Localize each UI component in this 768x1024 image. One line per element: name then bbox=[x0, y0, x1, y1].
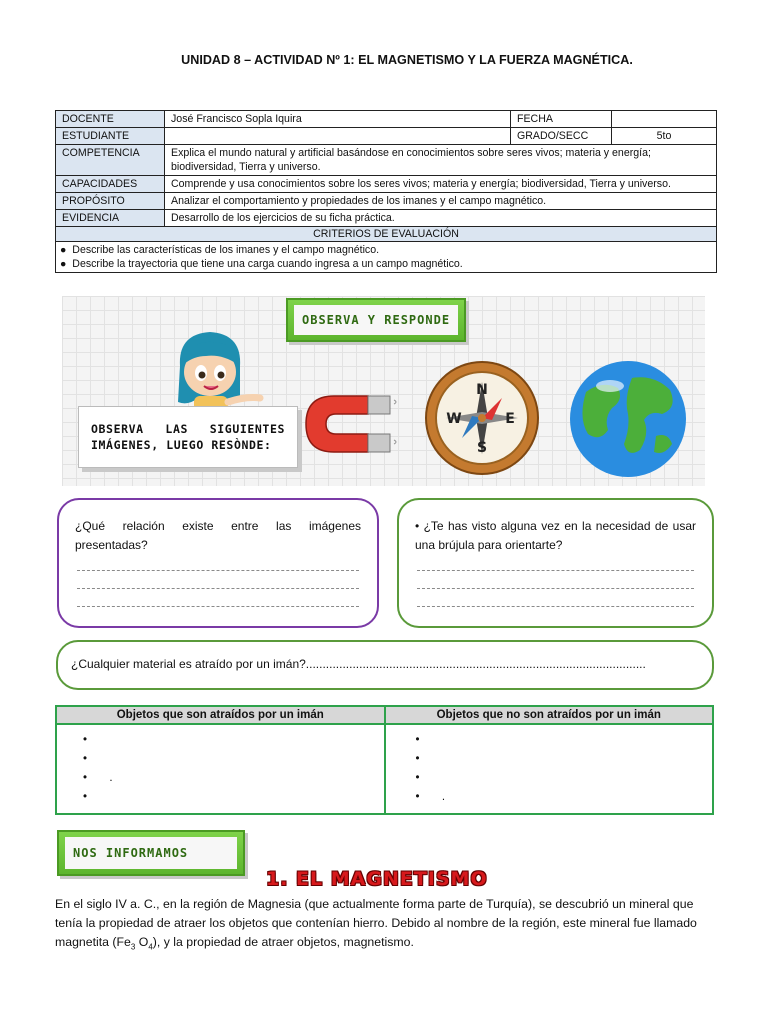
col-attracted-cell[interactable] bbox=[56, 724, 385, 814]
nos-informamos-label: NOS INFORMAMOS bbox=[73, 846, 189, 860]
compass-n: N bbox=[476, 382, 488, 398]
intro-paragraph: En el siglo IV a. C., en la región de Magnesia (que actualmente forma parte de Turquía), se descubrió un mineral que tenía la propiedad de atraer los objetos que contenían hierro. Debido al nombre de la región, este mineral fue llamado magnetita ($Fe_3$ $O_4$), y la propiedad de atraer objetos, magnetismo. bbox=[55, 897, 697, 952]
capacidades-label: CAPACIDADES bbox=[56, 176, 165, 193]
list-item: • bbox=[415, 753, 420, 765]
list-item: • bbox=[415, 772, 420, 784]
question-box-material bbox=[56, 640, 714, 690]
section-title: 1. EL MAGNETISMO bbox=[266, 868, 488, 890]
info-table bbox=[55, 110, 717, 273]
col-not-attracted-header: Objetos que no son atraídos por un imán bbox=[385, 706, 714, 724]
grado-value: 5to bbox=[612, 128, 717, 145]
observa-banner bbox=[62, 296, 705, 486]
criterios-list bbox=[56, 242, 717, 273]
evidencia-value: Desarrollo de los ejercicios de su ficha práctica. bbox=[165, 210, 717, 227]
estudiante-value[interactable] bbox=[165, 128, 511, 145]
criterio-item: ● Describe la trayectoria que tiene una carga cuando ingresa a un campo magnético. bbox=[60, 258, 463, 270]
page-title: UNIDAD 8 – ACTIVIDAD Nº 1: EL MAGNETISMO Y LA FUERZA MAGNÉTICA. bbox=[181, 53, 633, 67]
question-relacion: ¿Qué relación existe entre las imágenes presentadas? bbox=[75, 519, 361, 552]
answer-line[interactable] bbox=[417, 570, 694, 571]
question-material: ¿Cualquier material es atraído por un imán?...................................................................................................... bbox=[71, 657, 646, 671]
objects-table bbox=[55, 705, 714, 815]
proposito-label: PROPÓSITO bbox=[56, 193, 165, 210]
magnet-icon bbox=[298, 384, 398, 464]
grado-label: GRADO/SECC bbox=[511, 128, 612, 145]
speech-box bbox=[78, 406, 298, 468]
estudiante-label: ESTUDIANTE bbox=[56, 128, 165, 145]
girl-illustration bbox=[160, 326, 270, 416]
answer-line[interactable] bbox=[77, 570, 359, 571]
question-box-brujula bbox=[397, 498, 714, 628]
proposito-value: Analizar el comportamiento y propiedades de los imanes y el campo magnético. bbox=[165, 193, 717, 210]
list-item: • bbox=[415, 734, 420, 746]
docente-label: DOCENTE bbox=[56, 111, 165, 128]
col-attracted-header: Objetos que son atraídos por un imán bbox=[56, 706, 385, 724]
fecha-value[interactable] bbox=[612, 111, 717, 128]
answer-line[interactable] bbox=[77, 606, 359, 607]
compass-w: W bbox=[446, 411, 462, 427]
nos-informamos-tab bbox=[57, 830, 245, 876]
compass-s: S bbox=[476, 440, 488, 456]
col-not-attracted-cell[interactable] bbox=[385, 724, 714, 814]
question-brujula: • ¿Te has visto alguna vez en la necesidad de usar una brújula para orientarte? bbox=[415, 519, 696, 552]
list-item: • . bbox=[415, 791, 446, 803]
answer-line[interactable] bbox=[77, 588, 359, 589]
answer-line[interactable] bbox=[417, 588, 694, 589]
fecha-label: FECHA bbox=[511, 111, 612, 128]
globe-icon bbox=[558, 358, 698, 480]
list-item: • bbox=[83, 791, 88, 803]
evidencia-label: EVIDENCIA bbox=[56, 210, 165, 227]
criterio-item: ● Describe las características de los imanes y el campo magnético. bbox=[60, 244, 380, 256]
observa-tab bbox=[286, 298, 466, 342]
competencia-label: COMPETENCIA bbox=[56, 145, 165, 176]
criterios-header: CRITERIOS DE EVALUACIÓN bbox=[56, 227, 717, 242]
compass-e: E bbox=[505, 411, 515, 427]
list-item: • . bbox=[83, 772, 113, 784]
question-box-relacion bbox=[57, 498, 379, 628]
answer-line[interactable] bbox=[417, 606, 694, 607]
list-item: • bbox=[83, 734, 88, 746]
compass-icon bbox=[414, 360, 550, 476]
docente-value: José Francisco Sopla Iquira bbox=[165, 111, 511, 128]
observa-tab-label: OBSERVA Y RESPONDE bbox=[302, 313, 451, 327]
speech-text: OBSERVA LAS SIGUIENTES IMÁGENES, LUEGO RESÒNDE: bbox=[91, 422, 285, 452]
competencia-value: Explica el mundo natural y artificial basándose en conocimientos sobre seres vivos; materia y energía; biodiversidad, Tierra y universo. bbox=[165, 145, 717, 176]
capacidades-value: Comprende y usa conocimientos sobre los seres vivos; materia y energía; biodiversidad, Tierra y universo. bbox=[165, 176, 717, 193]
list-item: • bbox=[83, 753, 88, 765]
